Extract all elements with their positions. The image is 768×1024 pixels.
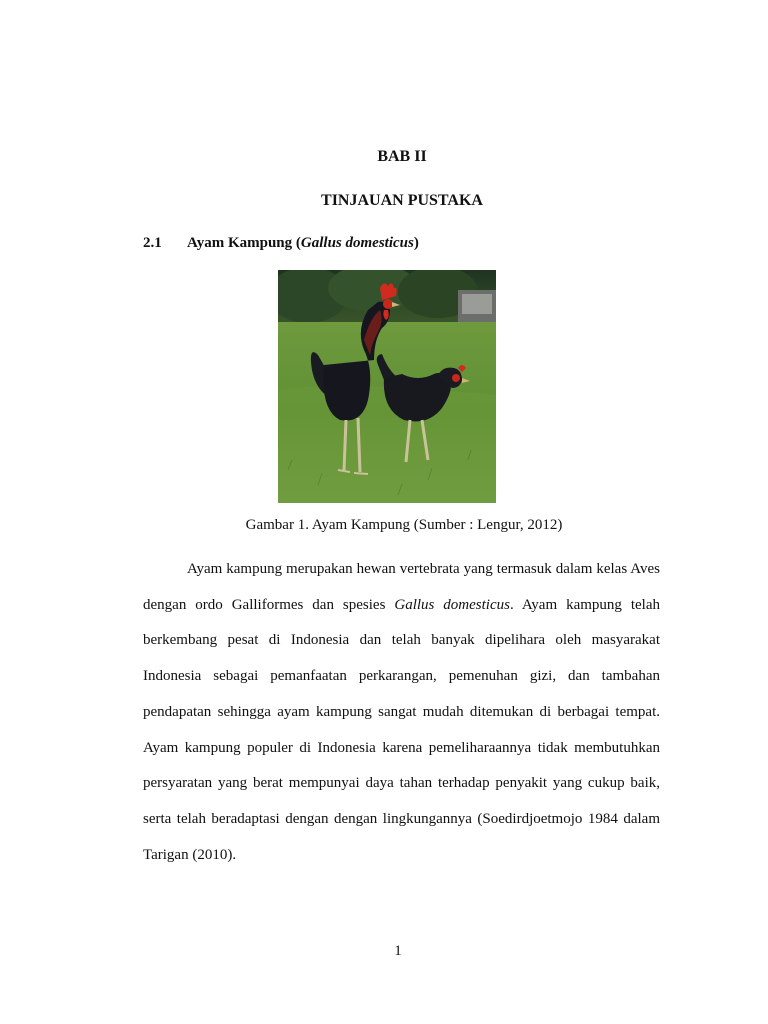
paragraph-text-part1: Ayam kampung merupakan hewan vertebrata yang termasuk dalam kelas Aves dengan ordo Galliformes dan spesies: [143, 561, 660, 613]
paragraph-species-italic: Gallus domesticus: [394, 596, 510, 613]
section-title-suffix: ): [413, 235, 419, 251]
figure-caption: Gambar 1. Ayam Kampung (Sumber : Lengur, 2012): [245, 517, 563, 533]
paragraph-text-part2: . Ayam kampung telah berkembang pesat di Indonesia dan telah banyak dipelihara oleh masyarakat Indonesia sebagai pemanfaatan perkarangan, pemenuhan gizi, dan tambahan pendapatan sehingga ayam kampung sangat mudah ditemukan di berbagai tempat. Ayam kampung populer di Indonesia karena pemeliharaannya tidak membutuhkan persyaratan yang berat mempunyai daya tahan terhadap penyakit yang cukup baik, serta telah beradaptasi dengan dengan lingkungannya (Soedirdjoetmojo 1984 dalam Tarigan (2010).: [143, 596, 661, 863]
section-heading: [143, 235, 419, 252]
chickens-illustration: [278, 270, 496, 503]
chapter-title: BAB II: [377, 148, 427, 165]
body-paragraph: [143, 552, 660, 873]
page-number: 1: [394, 943, 402, 959]
figure-photo-chickens: [278, 270, 496, 503]
chapter-subtitle: TINJAUAN PUSTAKA: [321, 192, 483, 209]
section-title-prefix: Ayam Kampung (: [187, 235, 301, 251]
section-number: 2.1: [143, 235, 162, 251]
section-title-species: Gallus domesticus: [300, 235, 414, 251]
